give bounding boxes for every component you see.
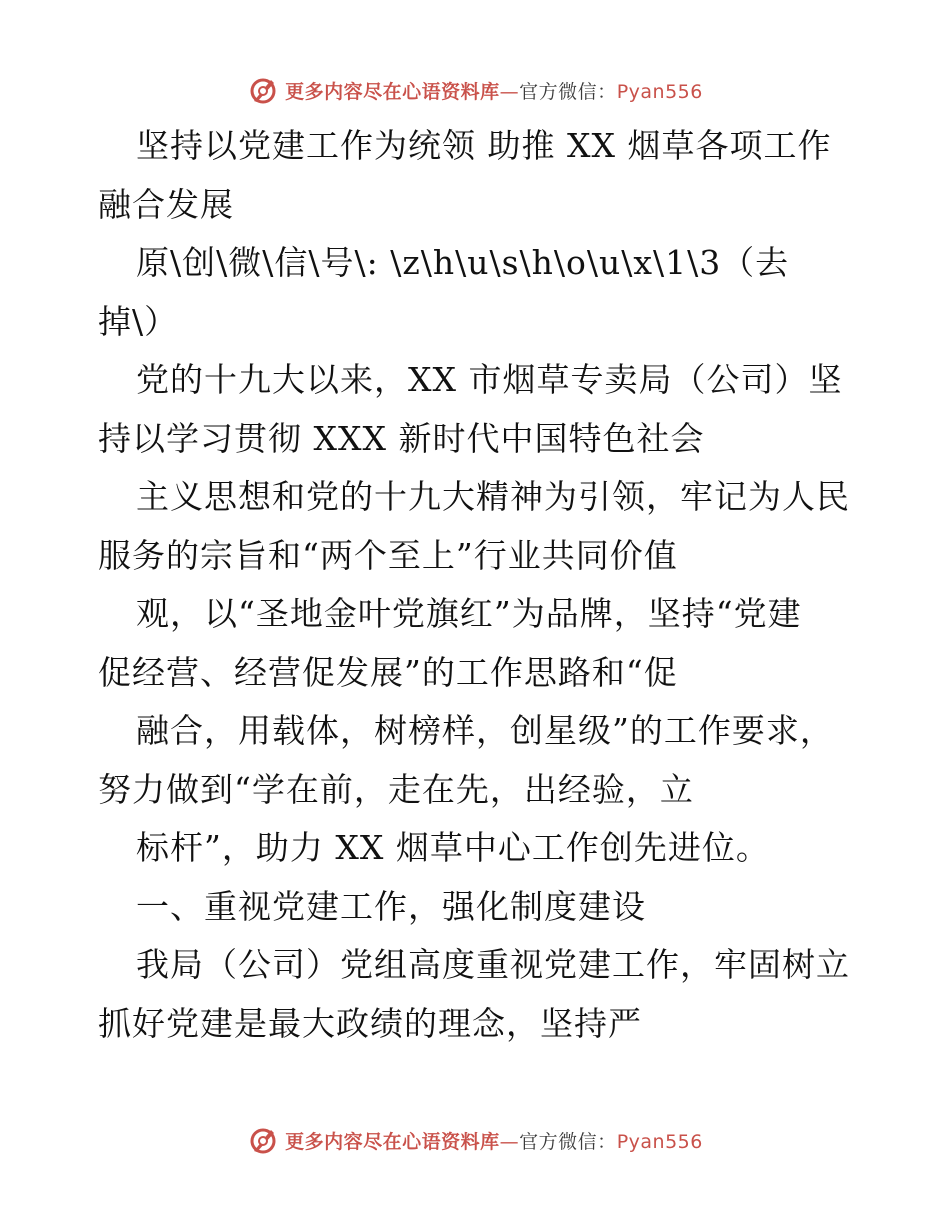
watermark-wechat-label: 官方微信： [519, 80, 617, 103]
doc-line: 掉\） [98, 301, 179, 341]
watermark-brand: 更多内容尽在心语资料库 [285, 1130, 500, 1153]
doc-line: 原\创\微\信\号\: \z\h\u\s\h\o\u\x\1\3（去 [136, 243, 790, 282]
doc-line: 抓好党建是最大政绩的理念，坚持严 [98, 1003, 642, 1043]
watermark-text [285, 1127, 703, 1154]
doc-line: 标杆”，助力 XX 烟草中心工作创先进位。 [136, 828, 770, 867]
watermark-brand: 更多内容尽在心语资料库 [285, 80, 500, 103]
header-watermark [0, 70, 950, 110]
doc-line: 观，以“圣地金叶党旗红”为品牌，坚持“党建 [136, 594, 802, 633]
watermark-wechat-id: Pyan556 [616, 80, 703, 103]
doc-line: 持以学习贯彻 XXX 新时代中国特色社会 [98, 418, 705, 458]
doc-line: 我局（公司）党组高度重视党建工作，牢固树立 [136, 945, 850, 984]
doc-line: 党的十九大以来，XX 市烟草专卖局（公司）坚 [136, 360, 843, 399]
watermark-wechat-label: 官方微信： [519, 1130, 617, 1153]
doc-line: 融合，用载体，树榜样，创星级”的工作要求， [136, 711, 834, 750]
doc-line: 促经营、经营促发展”的工作思路和“促 [98, 652, 678, 692]
footer-watermark [0, 1120, 950, 1160]
document-body [98, 117, 858, 1053]
watermark-text [285, 77, 703, 104]
doc-line: 融合发展 [98, 184, 234, 224]
watermark-separator: — [499, 1130, 520, 1153]
quill-circle-icon [247, 74, 279, 106]
doc-line: 主义思想和党的十九大精神为引领，牢记为人民 [136, 477, 850, 516]
doc-line: 服务的宗旨和“两个至上”行业共同价值 [98, 535, 678, 575]
doc-line: 坚持以党建工作为统领 助推 XX 烟草各项工作 [136, 126, 832, 165]
doc-line: 努力做到“学在前，走在先，出经验，立 [98, 769, 694, 809]
quill-circle-icon [247, 1124, 279, 1156]
section-heading: 一、重视党建工作，强化制度建设 [136, 886, 646, 926]
watermark-wechat-id: Pyan556 [616, 1130, 703, 1153]
watermark-separator: — [499, 80, 520, 103]
